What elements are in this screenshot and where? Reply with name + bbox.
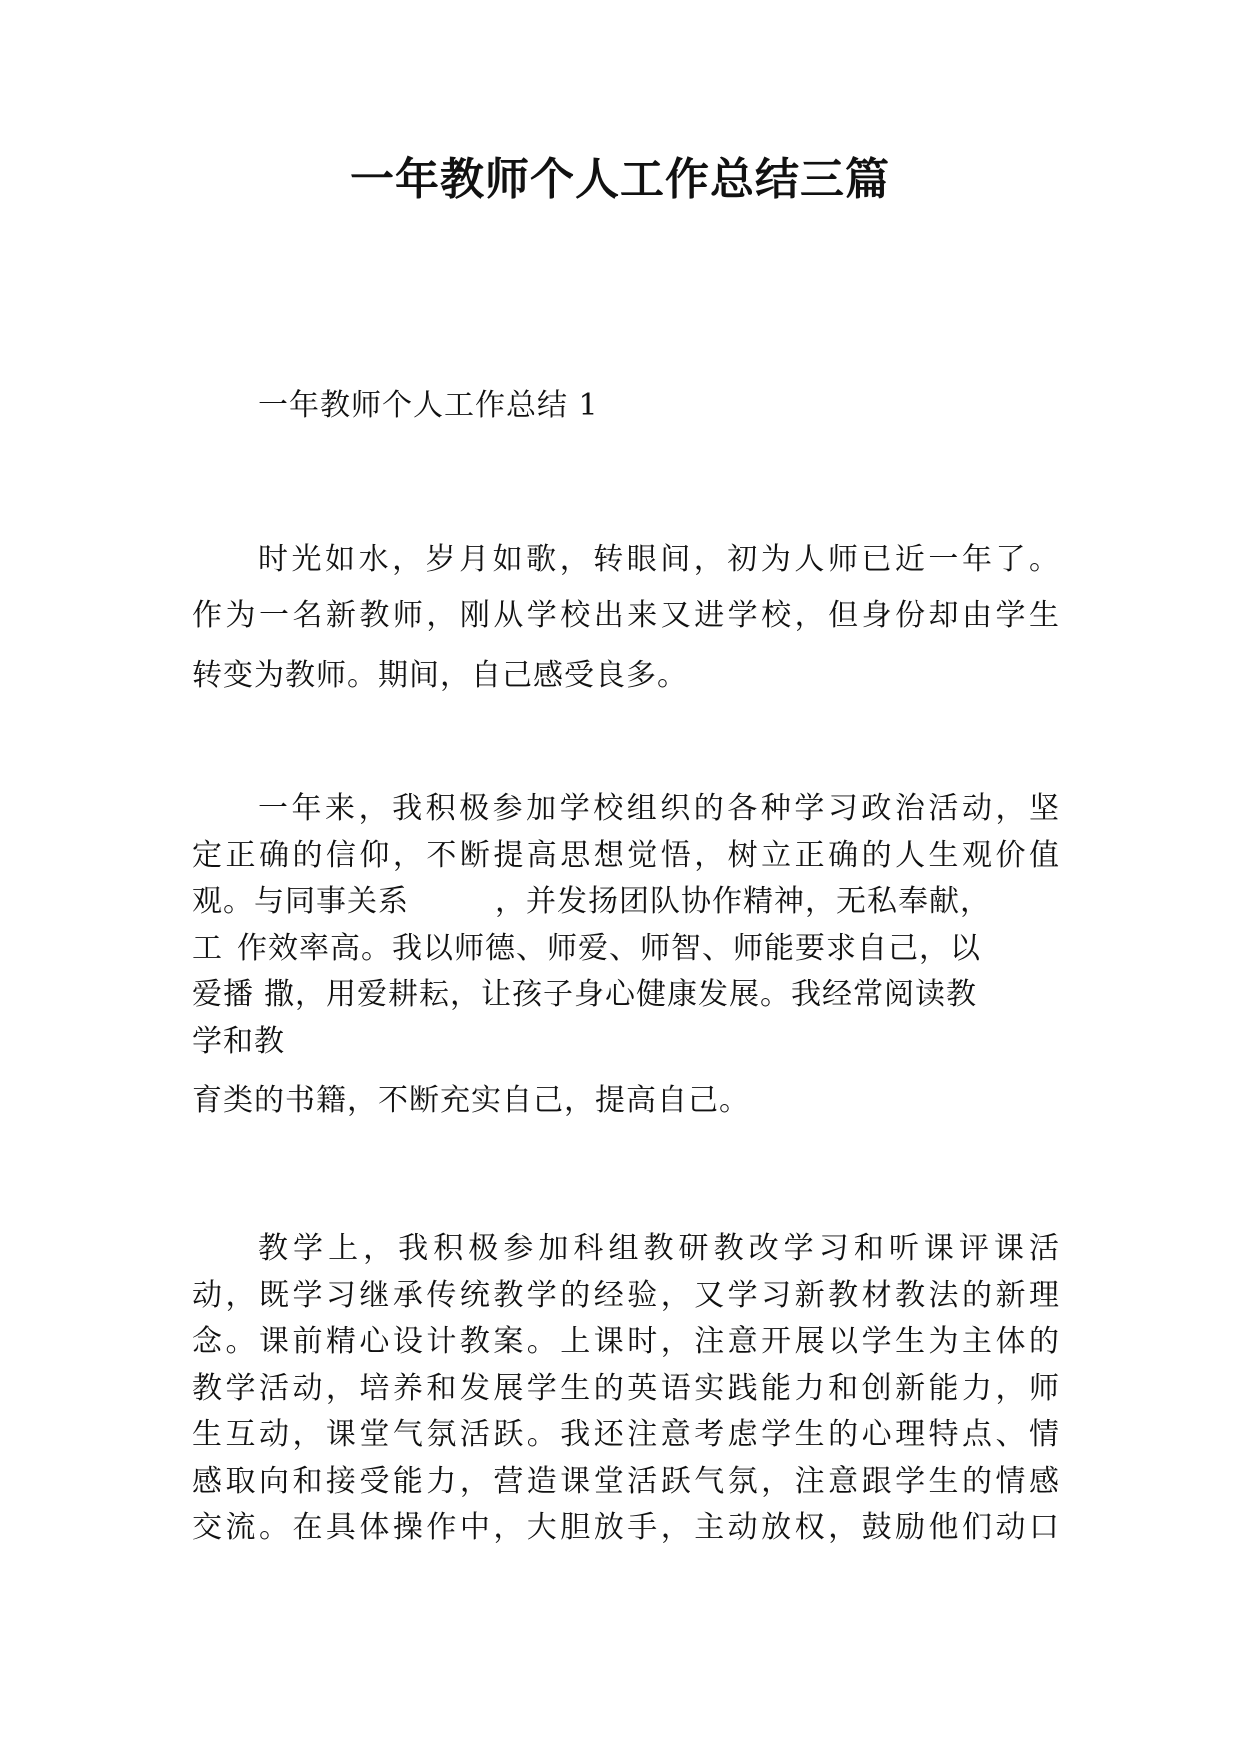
document-title: 一年教师个人工作总结三篇 [350,154,890,205]
paragraph-2 [192,786,1060,1065]
paragraph-3 [192,1226,1060,1552]
section-heading [192,384,1060,428]
paragraph-2-line: 定正确的信仰，不断提高思想觉悟，树立正确的人生观价值 [192,837,1060,873]
paragraph-2-continuation [192,1078,1060,1124]
paragraph-2-line-part: 作效率高。我以师德、师爱、师智、师能要求自己，以 [237,930,981,966]
paragraph-2-line: 育类的书籍，不断充实自己，提高自己。 [192,1083,750,1118]
paragraph-2-line: 一年来，我积极参加学校组织的各种学习政治活动，坚 [258,791,1060,826]
paragraph-3-line: 动，既学习继承传统教学的经验，又学习新教材教法的新理 [192,1277,1060,1313]
paragraph-1-line: 转变为教师。期间，自己感受良多。 [192,658,688,693]
paragraph-3-line: 交流。在具体操作中，大胆放手，主动放权，鼓励他们动口 [192,1510,1060,1545]
paragraph-3-line: 感取向和接受能力，营造课堂活跃气氛，注意跟学生的情感 [192,1463,1060,1499]
paragraph-2-line-part: 撒，用爱耕耘，让孩子身心健康发展。我经常阅读教 [264,977,977,1012]
paragraph-2-line-part: 爱播 [192,977,254,1012]
paragraph-3-line: 念。课前精心设计教案。上课时，注意开展以学生为主体的 [192,1324,1060,1359]
paragraph-2-line-part: 工 [192,930,223,966]
paragraph-2-line-part: ，并发扬团队协作精神，无私奉献， [495,884,991,919]
paragraph-3-line: 教学活动，培养和发展学生的英语实践能力和创新能力，师 [192,1370,1060,1406]
paragraph-2-line-part: 观。与同事关系 [192,884,409,919]
paragraph-2-line [192,972,1060,1019]
paragraph-3-line: 教学上，我积极参加科组教研教改学习和听课评课活 [258,1231,1060,1266]
section-heading-text: 一年教师个人工作总结 1 [258,388,599,423]
paragraph-2-line: 学和教 [192,1023,285,1059]
paragraph-3-line: 生互动，课堂气氛活跃。我还注意考虑学生的心理特点、情 [192,1417,1060,1452]
paragraph-1-line: 时光如水，岁月如歌，转眼间，初为人师已近一年了。 [258,542,1060,577]
paragraph-2-line [192,926,1060,973]
paragraph-1 [192,532,1060,704]
paragraph-1-line: 作为一名新教师，刚从学校出来又进学校，但身份却由学生 [192,598,1060,633]
paragraph-2-line [192,879,1060,926]
